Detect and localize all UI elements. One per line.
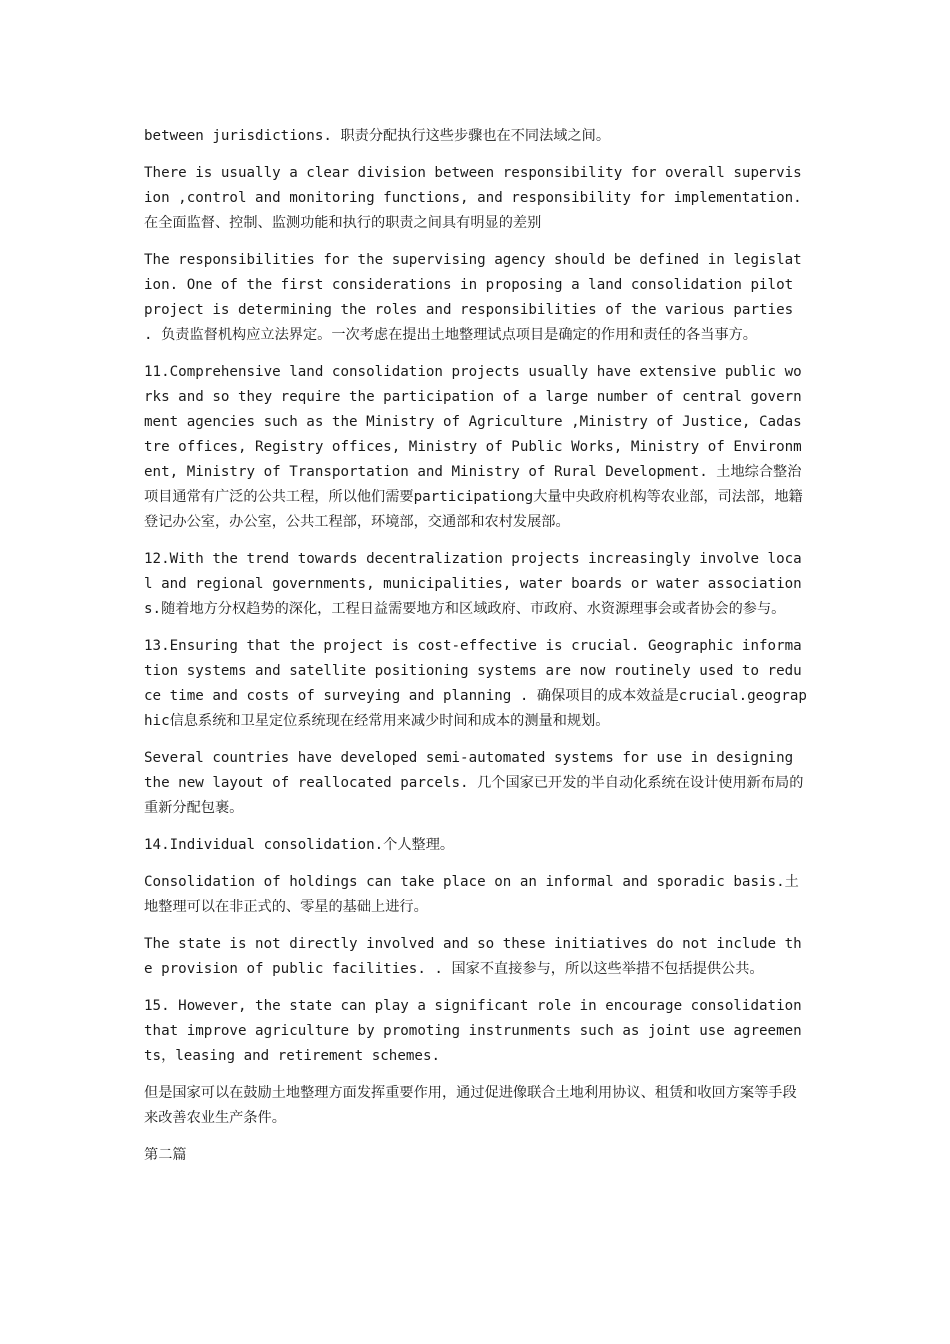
paragraph-informal-consolidation: Consolidation of holdings can take place on an informal and sporadic basis.土地整理可以在非正式的、零星的基础上进行。 bbox=[144, 874, 799, 915]
paragraph-11-comprehensive-consolidation: 11.Comprehensive land consolidation projects usually have extensive public works and so they require the participation of a large number of central government agencies such as the Ministry of Agriculture ,Ministry of Justice, Cadastre offices, Registry offices, Ministry of Public Works, Ministry of Environment, Ministry of Transportation and Ministry of Rural Development. 土地综合整治项目通常有广泛的公共工程，所以他们需要participationg大量中央政府机构等农业部，司法部，地籍登记办公室，办公室，公共工程部，环境部，交通部和农村发展部。 bbox=[144, 364, 803, 530]
paragraph-15-however: 15. However, the state can play a significant role in encourage consolidation that improve agriculture by promoting instrunments such as joint use agreements，leasing and retirement schemes. bbox=[144, 998, 802, 1064]
paragraph-semi-automated-systems: Several countries have developed semi-automated systems for use in designing the new layout of reallocated parcels. 几个国家已开发的半自动化系统在设计使用新布局的重新分配包裹。 bbox=[144, 750, 804, 816]
document-page bbox=[144, 124, 810, 1168]
paragraph-15-chinese: 但是国家可以在鼓励土地整理方面发挥重要作用，通过促进像联合土地利用协议、租赁和收回方案等手段来改善农业生产条件。 bbox=[144, 1085, 797, 1126]
paragraph-12-decentralization: 12.With the trend towards decentralization projects increasingly involve local and regional governments, municipalities, water boards or water associations.随着地方分权趋势的深化，工程日益需要地方和区域政府、市政府、水资源理事会或者协会的参与。 bbox=[144, 551, 802, 617]
paragraph-14-individual-consolidation: 14.Individual consolidation.个人整理。 bbox=[144, 837, 455, 853]
paragraph-division-of-responsibility: There is usually a clear division between responsibility for overall supervision ,control and monitoring functions, and responsibility for implementation. 在全面监督、控制、监测功能和执行的职责之间具有明显的差别 bbox=[144, 165, 802, 231]
section-heading-part-two: 第二篇 bbox=[144, 1147, 187, 1163]
paragraph-supervising-agency: The responsibilities for the supervising agency should be defined in legislation. One of the first considerations in proposing a land consolidation pilot project is determining the roles and responsibilities of the various parties . 负责监督机构应立法界定。一次考虑在提出土地整理试点项目是确定的作用和责任的各当事方。 bbox=[144, 252, 802, 343]
paragraph-13-cost-effective: 13.Ensuring that the project is cost-effective is crucial. Geographic information systems and satellite positioning systems are now routinely used to reduce time and costs of surveying and planning . 确保项目的成本效益是crucial.geographic信息系统和卫星定位系统现在经常用来减少时间和成本的测量和规划。 bbox=[144, 638, 807, 729]
paragraph-state-not-involved: The state is not directly involved and so these initiatives do not include the provision of public facilities. . 国家不直接参与，所以这些举措不包括提供公共。 bbox=[144, 936, 802, 977]
paragraph-jurisdictions: between jurisdictions. 职责分配执行这些步骤也在不同法域之间。 bbox=[144, 128, 611, 144]
